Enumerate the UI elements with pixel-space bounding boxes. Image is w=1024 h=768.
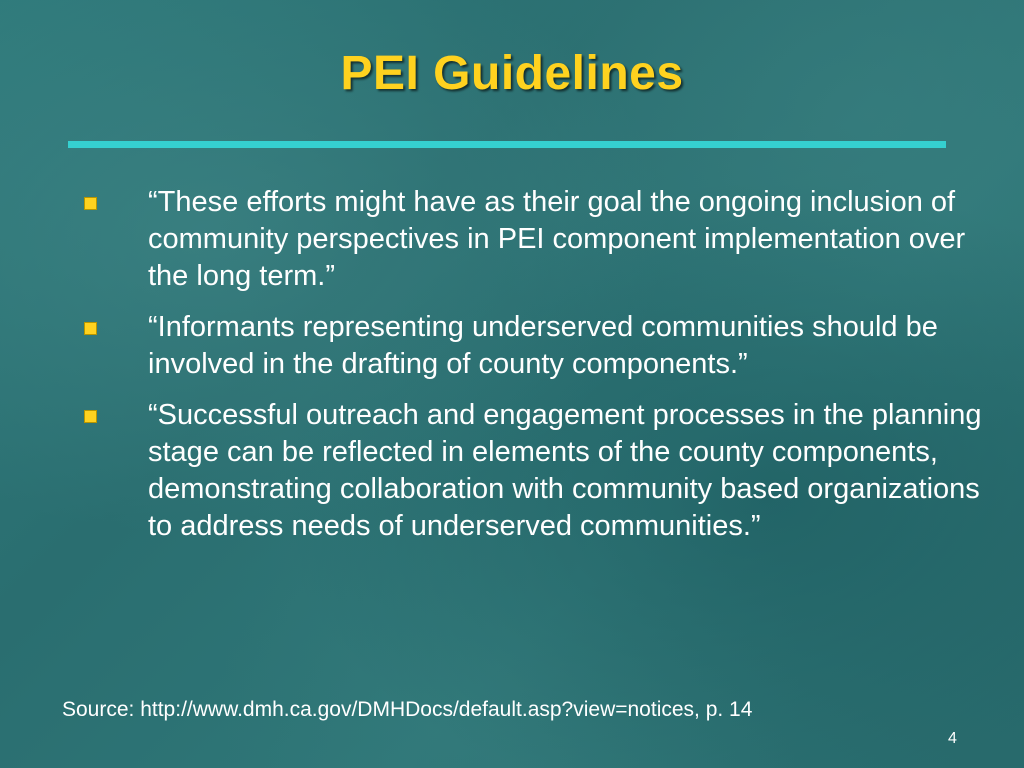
bullet-text: “Informants representing underserved communities should be involved in the drafting of county components.”	[148, 311, 938, 380]
page-number: 4	[948, 730, 957, 747]
bullet-list	[82, 184, 982, 559]
source-citation: Source: http://www.dmh.ca.gov/DMHDocs/default.asp?view=notices, p. 14	[62, 698, 753, 721]
square-bullet-icon	[84, 322, 97, 335]
square-bullet-icon	[84, 197, 97, 210]
bullet-item	[82, 184, 982, 295]
square-bullet-icon	[84, 410, 97, 423]
bullet-item	[82, 309, 982, 383]
slide-title: PEI Guidelines	[340, 47, 684, 100]
title-divider	[68, 141, 946, 148]
bullet-text: “These efforts might have as their goal the ongoing inclusion of community perspectives in PEI component implementation over the long term.”	[148, 186, 966, 292]
bullet-text: “Successful outreach and engagement processes in the planning stage can be reflected in elements of the county components, demonstrating collaboration with community based organizations to address needs of underserved communities.”	[148, 399, 982, 542]
bullet-item	[82, 397, 982, 545]
